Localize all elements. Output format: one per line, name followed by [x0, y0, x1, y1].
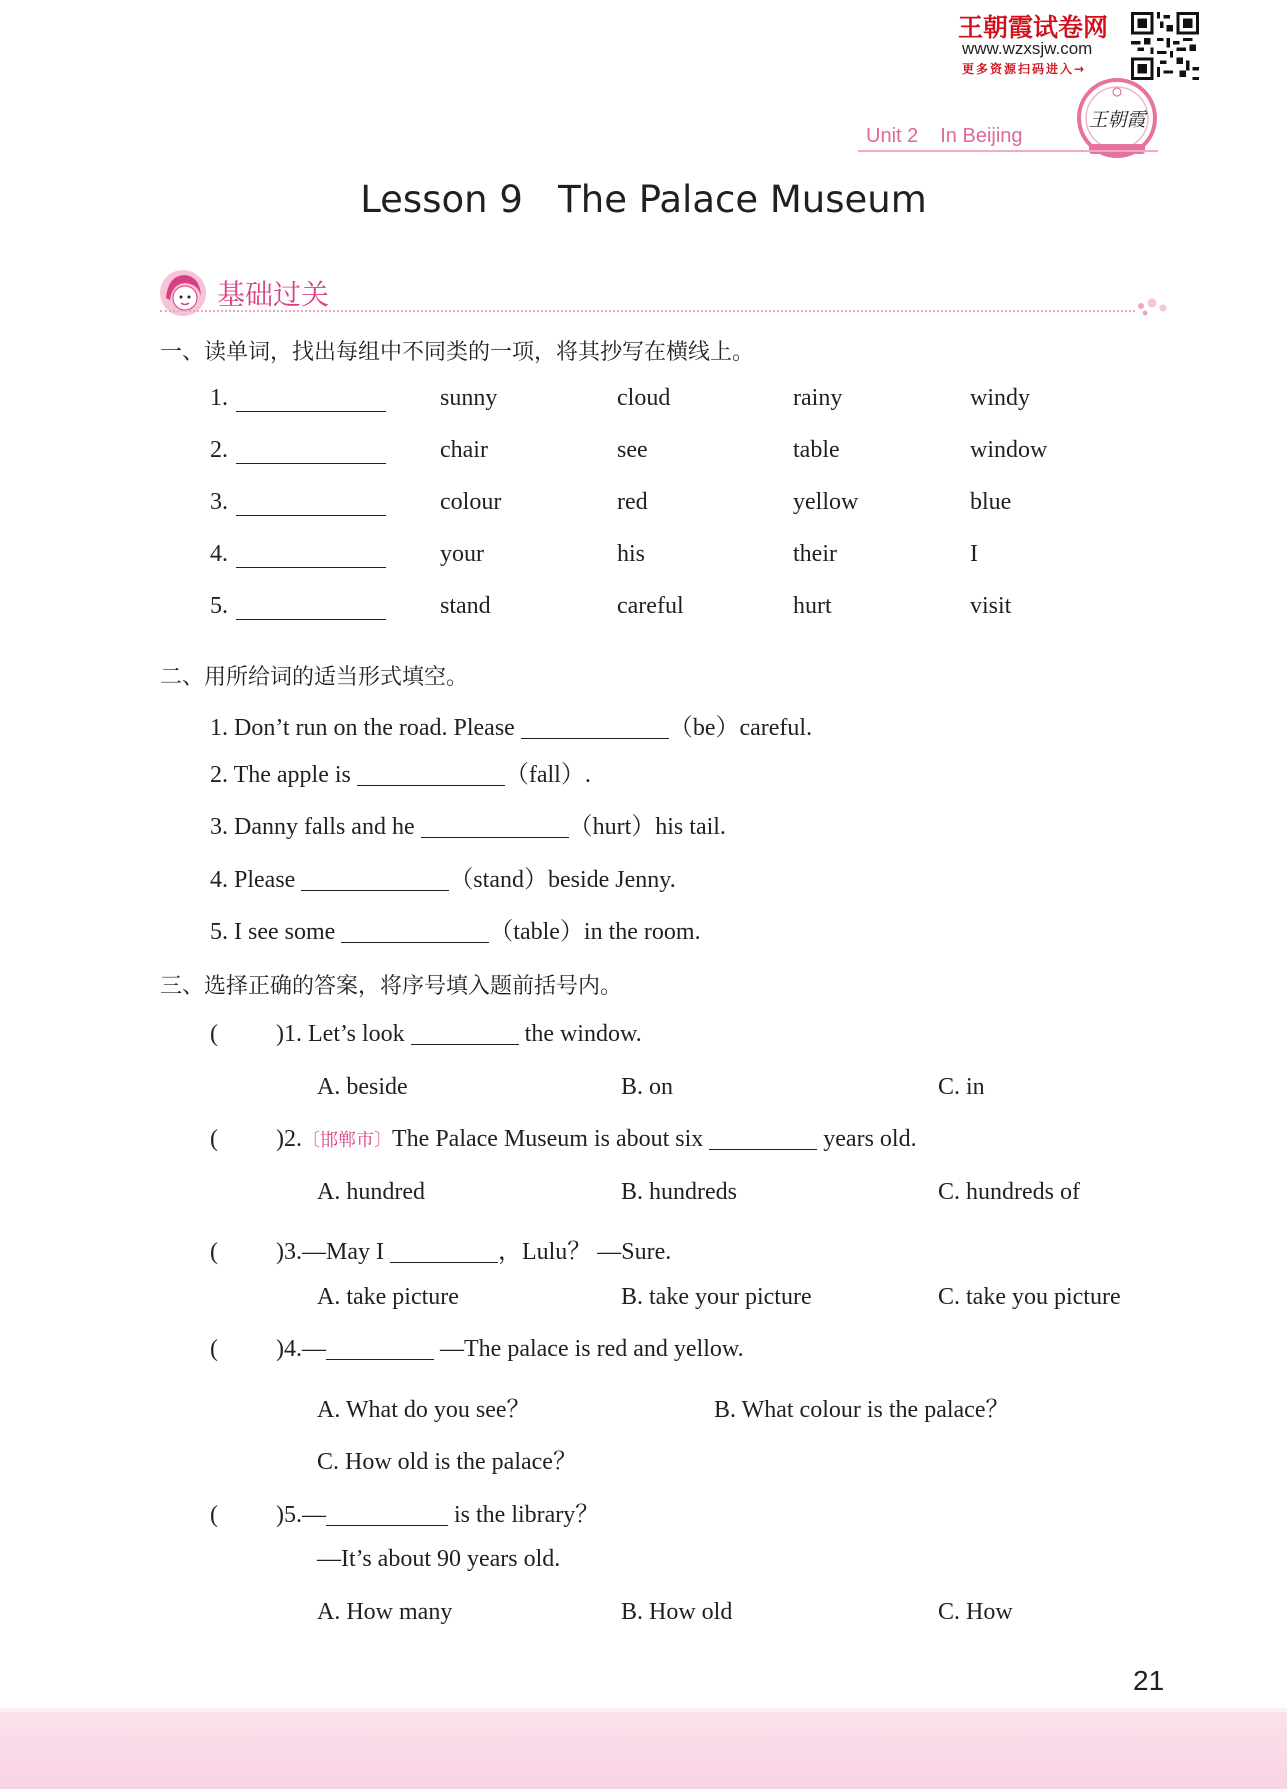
word: red — [617, 489, 648, 515]
option-c[interactable]: C. in — [938, 1074, 985, 1100]
word: rainy — [793, 385, 843, 411]
option-c[interactable]: C. hundreds of — [938, 1179, 1080, 1205]
question-start: The Palace Museum is about six — [392, 1126, 710, 1152]
source-tag: 〔邯郸市〕 — [302, 1130, 392, 1151]
option-b[interactable]: B. What colour is the palace？ — [714, 1397, 1010, 1423]
question-number: 1. — [284, 1021, 302, 1047]
sentence-start: 5. I see some — [210, 919, 342, 945]
unit-topic: In Beijing — [940, 125, 1023, 147]
question-end: is the library？ — [448, 1502, 600, 1528]
part3-instruction: 三、选择正确的答案，将序号填入题前括号内。 — [160, 974, 623, 999]
answer-blank[interactable] — [236, 597, 386, 620]
word: their — [793, 541, 837, 567]
paren-open[interactable]: ( — [210, 1021, 218, 1047]
word: sunny — [440, 385, 498, 411]
decorative-dots-icon — [1133, 297, 1173, 317]
sentence-end: （table）in the room. — [489, 919, 701, 945]
answer-blank[interactable] — [236, 441, 386, 464]
sentence-start: 2. The apple is — [210, 762, 357, 788]
answer-blank — [326, 1503, 448, 1526]
answer-blank[interactable] — [301, 868, 449, 891]
paren-close: ) — [276, 1239, 284, 1265]
question-5-reply: —It’s about 90 years old. — [317, 1546, 561, 1572]
question-end: years old. — [817, 1126, 917, 1152]
unit-number: Unit 2 — [866, 125, 919, 147]
word: yellow — [793, 489, 859, 515]
row-number: 4. — [210, 541, 228, 567]
answer-blank[interactable] — [341, 920, 489, 943]
option-b[interactable]: B. take your picture — [621, 1284, 812, 1310]
option-a[interactable]: A. hundred — [317, 1179, 425, 1205]
question-2 — [210, 1126, 917, 1153]
question-end: the window. — [518, 1021, 642, 1047]
option-b[interactable]: B. hundreds — [621, 1179, 737, 1205]
footer-band — [0, 1712, 1287, 1789]
option-a[interactable]: A. beside — [317, 1074, 408, 1100]
word: I — [970, 541, 978, 567]
question-5 — [210, 1494, 599, 1529]
answer-blank[interactable] — [236, 389, 386, 412]
paren-close: ) — [276, 1336, 284, 1362]
word: visit — [970, 593, 1012, 619]
unit-label — [866, 125, 1045, 148]
word: careful — [617, 593, 684, 619]
option-c[interactable]: C. How old is the palace？ — [317, 1449, 577, 1475]
question-end: ，Lulu？ —Sure. — [497, 1239, 672, 1265]
part2-instruction: 二、用所给词的适当形式填空。 — [160, 665, 469, 690]
sentence-end: （stand）beside Jenny. — [449, 867, 676, 893]
answer-blank — [326, 1337, 434, 1360]
paren-close: ) — [276, 1126, 284, 1152]
question-start: Let’s look — [308, 1021, 411, 1047]
lesson-title: Lesson 9 The Palace Museum — [360, 178, 927, 221]
fill-sentence — [210, 707, 812, 742]
row-number: 2. — [210, 437, 228, 463]
sentence-end: （be）careful. — [668, 715, 813, 741]
answer-blank[interactable] — [236, 545, 386, 568]
word: colour — [440, 489, 502, 515]
option-b[interactable]: B. How old — [621, 1599, 733, 1625]
fill-sentence — [210, 859, 676, 894]
part1-instruction: 一、读单词，找出每组中不同类的一项，将其抄写在横线上。 — [160, 340, 755, 365]
question-number: 3. — [284, 1239, 302, 1265]
word: hurt — [793, 593, 832, 619]
answer-blank — [709, 1127, 817, 1150]
option-b[interactable]: B. on — [621, 1074, 674, 1100]
paren-open[interactable]: ( — [210, 1126, 218, 1152]
page-number: 21 — [1133, 1665, 1165, 1696]
question-start: —May I — [302, 1239, 390, 1265]
section-divider — [160, 310, 1135, 312]
question-start: — — [302, 1336, 326, 1362]
word: blue — [970, 489, 1012, 515]
brand-name: 王朝霞试卷网 — [958, 13, 1109, 42]
question-3 — [210, 1231, 671, 1266]
paren-open[interactable]: ( — [210, 1502, 218, 1528]
option-c[interactable]: C. take you picture — [938, 1284, 1121, 1310]
brand-seal-logo — [1075, 76, 1159, 160]
sentence-start: 1. Don’t run on the road. Please — [210, 715, 521, 741]
question-number: 2. — [284, 1126, 302, 1152]
row-number: 5. — [210, 593, 228, 619]
unit-divider — [858, 150, 1158, 152]
word: cloud — [617, 385, 671, 411]
word: window — [970, 437, 1048, 463]
sentence-start: 3. Danny falls and he — [210, 814, 421, 840]
word: table — [793, 437, 840, 463]
word: see — [617, 437, 648, 463]
fill-sentence — [210, 911, 701, 946]
answer-blank — [411, 1022, 519, 1045]
seal-text: 王朝霞 — [1088, 109, 1146, 131]
option-c[interactable]: C. How — [938, 1599, 1013, 1625]
brand-url[interactable]: www.wzxsjw.com — [962, 39, 1093, 58]
fill-sentence — [210, 806, 726, 841]
sentence-start: 4. Please — [210, 867, 302, 893]
answer-blank — [390, 1240, 498, 1263]
paren-close: ) — [276, 1502, 284, 1528]
option-a[interactable]: A. take picture — [317, 1284, 459, 1310]
question-number: 5. — [284, 1502, 302, 1528]
sentence-end: （fall）. — [504, 762, 591, 788]
qr-code-icon[interactable] — [1131, 12, 1199, 80]
paren-open[interactable]: ( — [210, 1336, 218, 1362]
brand-more-text: 更多资源扫码进入→ — [962, 62, 1087, 76]
word: his — [617, 541, 646, 567]
option-a[interactable]: A. How many — [317, 1599, 453, 1625]
answer-blank[interactable] — [521, 716, 669, 739]
question-end: —The palace is red and yellow. — [434, 1336, 744, 1362]
answer-blank[interactable] — [421, 815, 569, 838]
question-1 — [210, 1021, 642, 1048]
answer-blank[interactable] — [357, 763, 505, 786]
paren-close: ) — [276, 1021, 284, 1047]
word: your — [440, 541, 484, 567]
fill-sentence — [210, 754, 591, 789]
question-number: 4. — [284, 1336, 302, 1362]
question-4 — [210, 1336, 744, 1363]
paren-open[interactable]: ( — [210, 1239, 218, 1265]
question-start: — — [302, 1502, 326, 1528]
option-a[interactable]: A. What do you see？ — [317, 1397, 531, 1423]
row-number: 3. — [210, 489, 228, 515]
row-number: 1. — [210, 385, 228, 411]
word: stand — [440, 593, 491, 619]
answer-blank[interactable] — [236, 493, 386, 516]
sentence-end: （hurt）his tail. — [568, 814, 726, 840]
word: chair — [440, 437, 488, 463]
word: windy — [970, 385, 1030, 411]
section-title: 基础过关 — [217, 278, 330, 311]
